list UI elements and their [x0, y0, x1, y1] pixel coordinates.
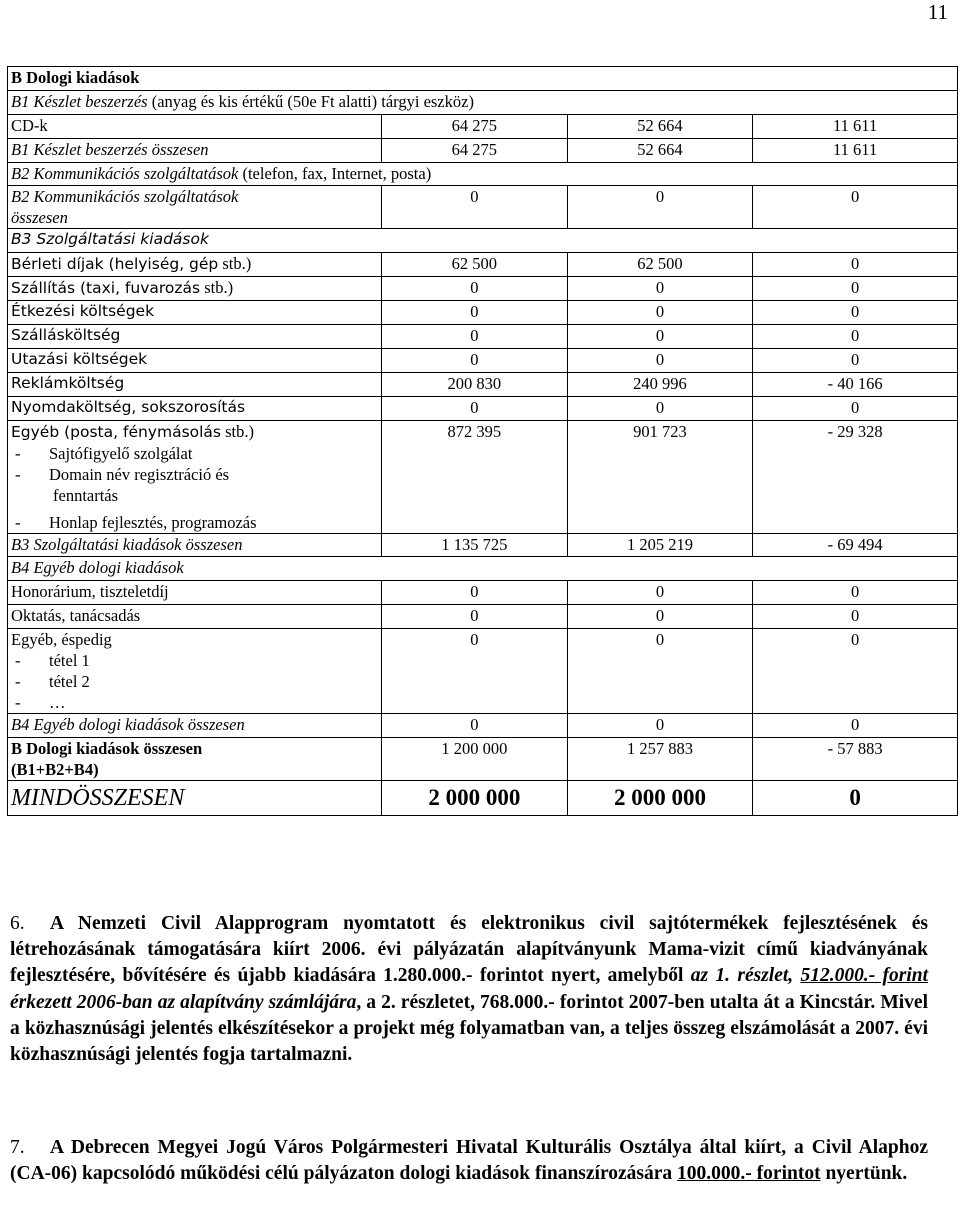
- value-cell: 2 000 000: [382, 781, 568, 816]
- table-row: [8, 396, 958, 420]
- value-cell: 0: [382, 629, 568, 714]
- paragraph-7: 7. A Debrecen Megyei Jogú Város Polgármesteri Hivatal Kulturális Osztálya által kiírt, a Civil Alaphoz (CA-06) kapcsolódó működési célú pályázaton dologi kiadások finanszírozására 100.000.- forintot nyertünk.: [10, 1137, 928, 1185]
- value-cell: 0: [753, 186, 958, 229]
- row-label: Egyéb, éspedig - tétel 1 - tétel 2 - …: [8, 629, 382, 714]
- table-row: [8, 420, 958, 533]
- row-label: Szállásköltség: [8, 325, 382, 349]
- value-cell: 0: [753, 396, 958, 420]
- value-cell: 0: [753, 348, 958, 372]
- table-row: [8, 90, 958, 114]
- value-cell: 0: [567, 581, 753, 605]
- row-label: Bérleti díjak (helyiség, gép stb.): [8, 253, 382, 277]
- table-row: [8, 186, 958, 229]
- table-row: [8, 714, 958, 738]
- row-label: Étkezési költségek: [8, 301, 382, 325]
- value-cell: 901 723: [567, 420, 753, 533]
- value-cell: 0: [567, 186, 753, 229]
- table-row: [8, 162, 958, 186]
- row-label: Reklámköltség: [8, 372, 382, 396]
- table-row: [8, 557, 958, 581]
- table-row: [8, 781, 958, 816]
- value-cell: 62 500: [382, 253, 568, 277]
- value-cell: 0: [753, 605, 958, 629]
- paragraph-number: 7.: [10, 1137, 25, 1158]
- value-cell: 240 996: [567, 372, 753, 396]
- value-cell: 0: [753, 301, 958, 325]
- b1-header: B1 Készlet beszerzés (anyag és kis értékű (50e Ft alatti) tárgyi eszköz): [8, 90, 958, 114]
- row-label: B3 Szolgáltatási kiadások összesen: [8, 533, 382, 557]
- list-item: - Domain név regisztráció és: [15, 464, 230, 484]
- page-number: 11: [927, 0, 948, 24]
- paragraph-number: 6.: [10, 913, 25, 934]
- table-row: [8, 533, 958, 557]
- value-cell: 0: [753, 277, 958, 301]
- value-cell: 0: [382, 325, 568, 349]
- list-item: - tétel 2: [15, 672, 90, 692]
- value-cell: 0: [382, 186, 568, 229]
- table-row: [8, 301, 958, 325]
- value-cell: 0: [753, 581, 958, 605]
- row-label: Egyéb (posta, fénymásolás stb.) - Sajtófigyelő szolgálat - Domain név regisztráció és fenntartás - Honlap fejlesztés, programozás: [8, 420, 382, 533]
- row-label: Nyomdaköltség, sokszorosítás: [8, 396, 382, 420]
- value-cell: 0: [567, 277, 753, 301]
- value-cell: - 69 494: [753, 533, 958, 557]
- value-cell: 0: [382, 581, 568, 605]
- value-cell: 62 500: [567, 253, 753, 277]
- table-row: [8, 738, 958, 781]
- table-row: [8, 581, 958, 605]
- value-cell: 64 275: [382, 138, 568, 162]
- table-row: [8, 325, 958, 349]
- value-cell: 1 205 219: [567, 533, 753, 557]
- budget-table: [7, 66, 958, 816]
- value-cell: 0: [382, 714, 568, 738]
- value-cell: 0: [567, 325, 753, 349]
- value-cell: 0: [753, 629, 958, 714]
- table-row: [8, 229, 958, 253]
- value-cell: 0: [382, 277, 568, 301]
- row-label: Honorárium, tiszteletdíj: [8, 581, 382, 605]
- value-cell: 52 664: [567, 114, 753, 138]
- row-label: B2 Kommunikációs szolgáltatások összesen: [8, 186, 382, 229]
- table-row: [8, 253, 958, 277]
- value-cell: 0: [567, 396, 753, 420]
- list-item: - tétel 1: [15, 651, 90, 671]
- paragraph-6: 6. A Nemzeti Civil Alapprogram nyomtatott és elektronikus civil sajtótermékek fejlesztésének és létrehozásának támogatására kiírt 2006. évi pályázatán alapítványunk Mama-vizit című kiadványának fejlesztésére, bővítésére és újabb kiadására 1.280.000.- forintot nyert, amelyből az 1. részlet, 512.000.- forint érkezett 2006-ban az alapítvány számlájára, a 2. részletet, 768.000.- forintot 2007-ben utalta át a Kincstár. Mivel a közhasznúsági jelentés elkészítésekor a projekt még folyamatban van, a teljes összeg elszámolását a 2007. évi közhasznúsági jelentés fogja tartalmazni.: [10, 913, 929, 1066]
- value-cell: 52 664: [567, 138, 753, 162]
- value-cell: 0: [382, 396, 568, 420]
- table-row: [8, 629, 958, 714]
- value-cell: 0: [567, 301, 753, 325]
- table-row: [8, 277, 958, 301]
- value-cell: 0: [567, 348, 753, 372]
- row-label: Szállítás (taxi, fuvarozás stb.): [8, 277, 382, 301]
- table-row: [8, 605, 958, 629]
- table-row: [8, 348, 958, 372]
- row-label: B4 Egyéb dologi kiadások összesen: [8, 714, 382, 738]
- value-cell: 0: [567, 629, 753, 714]
- b4-header: B4 Egyéb dologi kiadások: [8, 557, 958, 581]
- b2-header: B2 Kommunikációs szolgáltatások (telefon, fax, Internet, posta): [8, 162, 958, 186]
- row-label: Utazási költségek: [8, 348, 382, 372]
- value-cell: 0: [753, 253, 958, 277]
- list-item: - …: [15, 693, 66, 713]
- grand-total-label: MINDÖSSZESEN: [8, 781, 382, 816]
- value-cell: 0: [567, 605, 753, 629]
- value-cell: - 57 883: [753, 738, 958, 781]
- value-cell: 0: [382, 605, 568, 629]
- value-cell: 0: [753, 714, 958, 738]
- list-item-continuation: fenntartás: [53, 485, 119, 505]
- table-row: [8, 67, 958, 91]
- list-item: - Honlap fejlesztés, programozás: [15, 512, 257, 532]
- row-label: B Dologi kiadások összesen (B1+B2+B4): [8, 738, 382, 781]
- b3-header: B3 Szolgáltatási kiadások: [8, 229, 958, 253]
- value-cell: 0: [753, 325, 958, 349]
- value-cell: 1 135 725: [382, 533, 568, 557]
- value-cell: 11 611: [753, 114, 958, 138]
- row-label: B1 Készlet beszerzés összesen: [8, 138, 382, 162]
- value-cell: 1 257 883: [567, 738, 753, 781]
- row-label: CD-k: [8, 114, 382, 138]
- table-row: [8, 138, 958, 162]
- value-cell: 872 395: [382, 420, 568, 533]
- value-cell: - 29 328: [753, 420, 958, 533]
- value-cell: 0: [567, 714, 753, 738]
- value-cell: 1 200 000: [382, 738, 568, 781]
- section-title: B Dologi kiadások: [8, 67, 958, 91]
- value-cell: - 40 166: [753, 372, 958, 396]
- value-cell: 0: [382, 348, 568, 372]
- value-cell: 0: [382, 301, 568, 325]
- value-cell: 2 000 000: [567, 781, 753, 816]
- value-cell: 64 275: [382, 114, 568, 138]
- value-cell: 200 830: [382, 372, 568, 396]
- row-label: Oktatás, tanácsadás: [8, 605, 382, 629]
- table-row: [8, 372, 958, 396]
- table-row: [8, 114, 958, 138]
- list-item: - Sajtófigyelő szolgálat: [15, 443, 193, 463]
- value-cell: 0: [753, 781, 958, 816]
- value-cell: 11 611: [753, 138, 958, 162]
